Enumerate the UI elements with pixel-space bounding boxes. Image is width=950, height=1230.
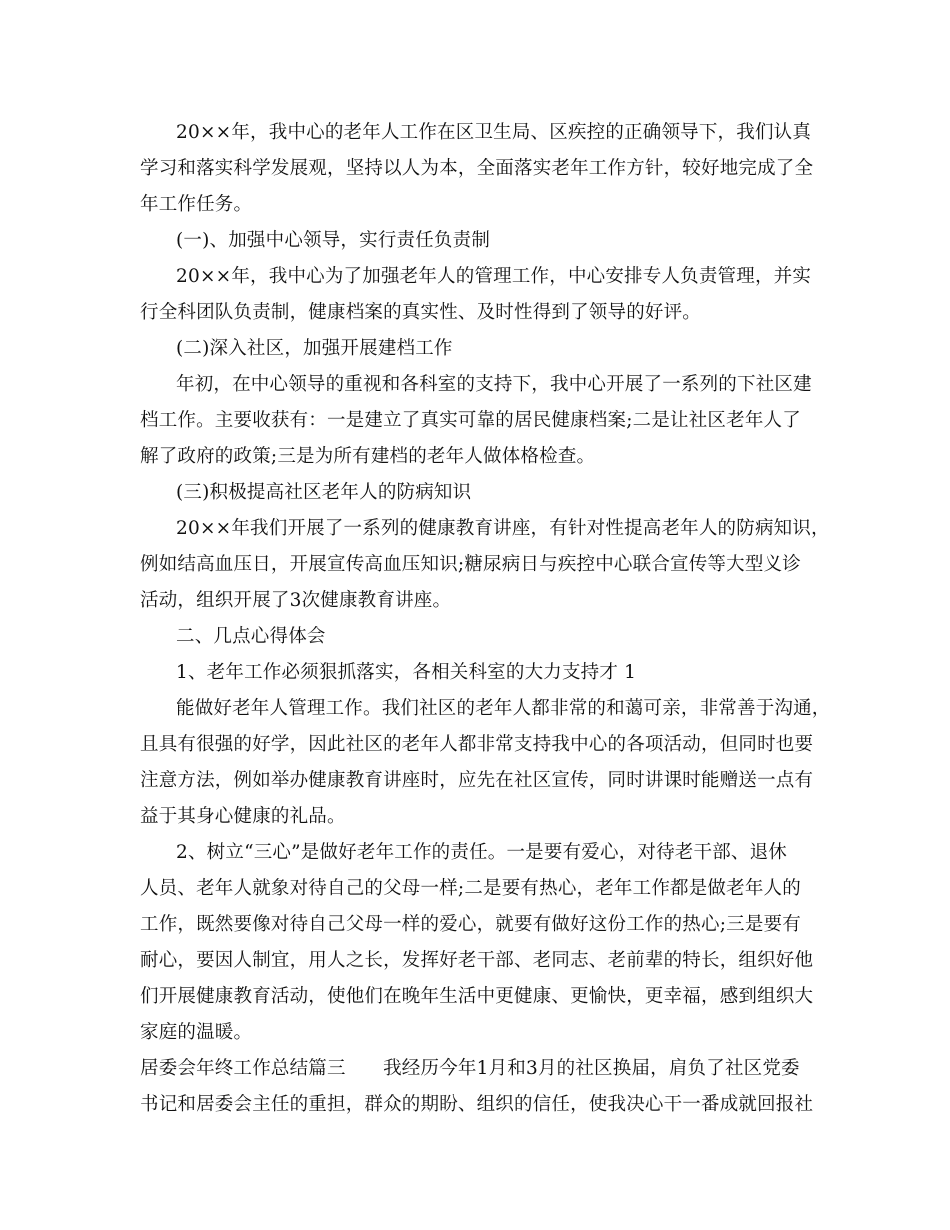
paragraph-4-line-2: 例如结高血压日，开展宣传高血压知识;糖尿病日与疾控中心联合宣传等大型义诊: [140, 554, 801, 575]
point-1-line-4: 注意方法，例如举办健康教育讲座时，应先在社区宣传，同时讲课时能赠送一点有: [140, 770, 814, 791]
point-1-heading: 1、老年工作必须狠抓落实，各相关科室的大力支持才 1: [176, 662, 637, 683]
paragraph-3-line-3: 解了政府的政策;三是为所有建档的老年人做体格检查。: [140, 446, 596, 467]
paragraph-1-line-2: 学习和落实科学发展观，坚持以人为本，全面落实老年工作方针，较好地完成了全: [140, 158, 814, 179]
point-2-line-2: 人员、老年人就象对待自己的父母一样;二是要有热心，老年工作都是做老年人的: [140, 878, 801, 899]
paragraph-3-line-1: 年初，在中心领导的重视和各科室的支持下，我中心开展了一系列的下社区建: [176, 374, 812, 395]
section-three-line-2: 书记和居委会主任的重担，群众的期盼、组织的信任，使我决心干一番成就回报社: [140, 1094, 814, 1115]
point-1-line-5: 益于其身心健康的礼品。: [140, 806, 346, 827]
section-heading-3: (三)积极提高社区老年人的防病知识: [176, 482, 472, 503]
paragraph-4-line-1: 20××年我们开展了一系列的健康教育讲座，有针对性提高老年人的防病知识，: [176, 518, 830, 539]
section-heading-4: 二、几点心得体会: [176, 626, 326, 647]
paragraph-1-line-1: 20××年，我中心的老年人工作在区卫生局、区疾控的正确领导下，我们认真: [176, 122, 812, 143]
section-heading-1: (一)、加强中心领导，实行责任负责制: [176, 230, 491, 251]
point-2-line-5: 们开展健康教育活动，使他们在晚年生活中更健康、更愉快，更幸福，感到组织大: [140, 986, 814, 1007]
point-2-line-3: 工作，既然要像对待自己父母一样的爱心，就要有做好这份工作的热心;三是要有: [140, 914, 801, 935]
point-2-line-4: 耐心，要因人制宜，用人之长，发挥好老干部、老同志、老前辈的特长，组织好他: [140, 950, 814, 971]
paragraph-4-line-3: 活动，组织开展了3次健康教育讲座。: [140, 590, 452, 611]
point-2-line-6: 家庭的温暖。: [140, 1022, 253, 1043]
paragraph-2-line-1: 20××年，我中心为了加强老年人的管理工作，中心安排专人负责管理，并实: [176, 266, 812, 287]
section-heading-2: (二)深入社区，加强开展建档工作: [176, 338, 453, 359]
paragraph-2-line-2: 行全科团队负责制，健康档案的真实性、及时性得到了领导的好评。: [140, 302, 702, 323]
point-2-line-1: 2、树立“三心”是做好老年工作的责任。一是要有爱心，对待老干部、退休: [176, 842, 787, 863]
point-1-line-2: 能做好老年人管理工作。我们社区的老年人都非常的和蔼可亲，非常善于沟通，: [176, 698, 831, 719]
section-three-line-1: 居委会年终工作总结篇三 我经历今年1月和3月的社区换届，肩负了社区党委: [140, 1058, 800, 1079]
point-1-line-3: 且具有很强的好学，因此社区的老年人都非常支持我中心的各项活动，但同时也要: [140, 734, 814, 755]
paragraph-3-line-2: 档工作。主要收获有：一是建立了真实可靠的居民健康档案;二是让社区老年人了: [140, 410, 801, 431]
paragraph-1-line-3: 年工作任务。: [140, 194, 253, 215]
